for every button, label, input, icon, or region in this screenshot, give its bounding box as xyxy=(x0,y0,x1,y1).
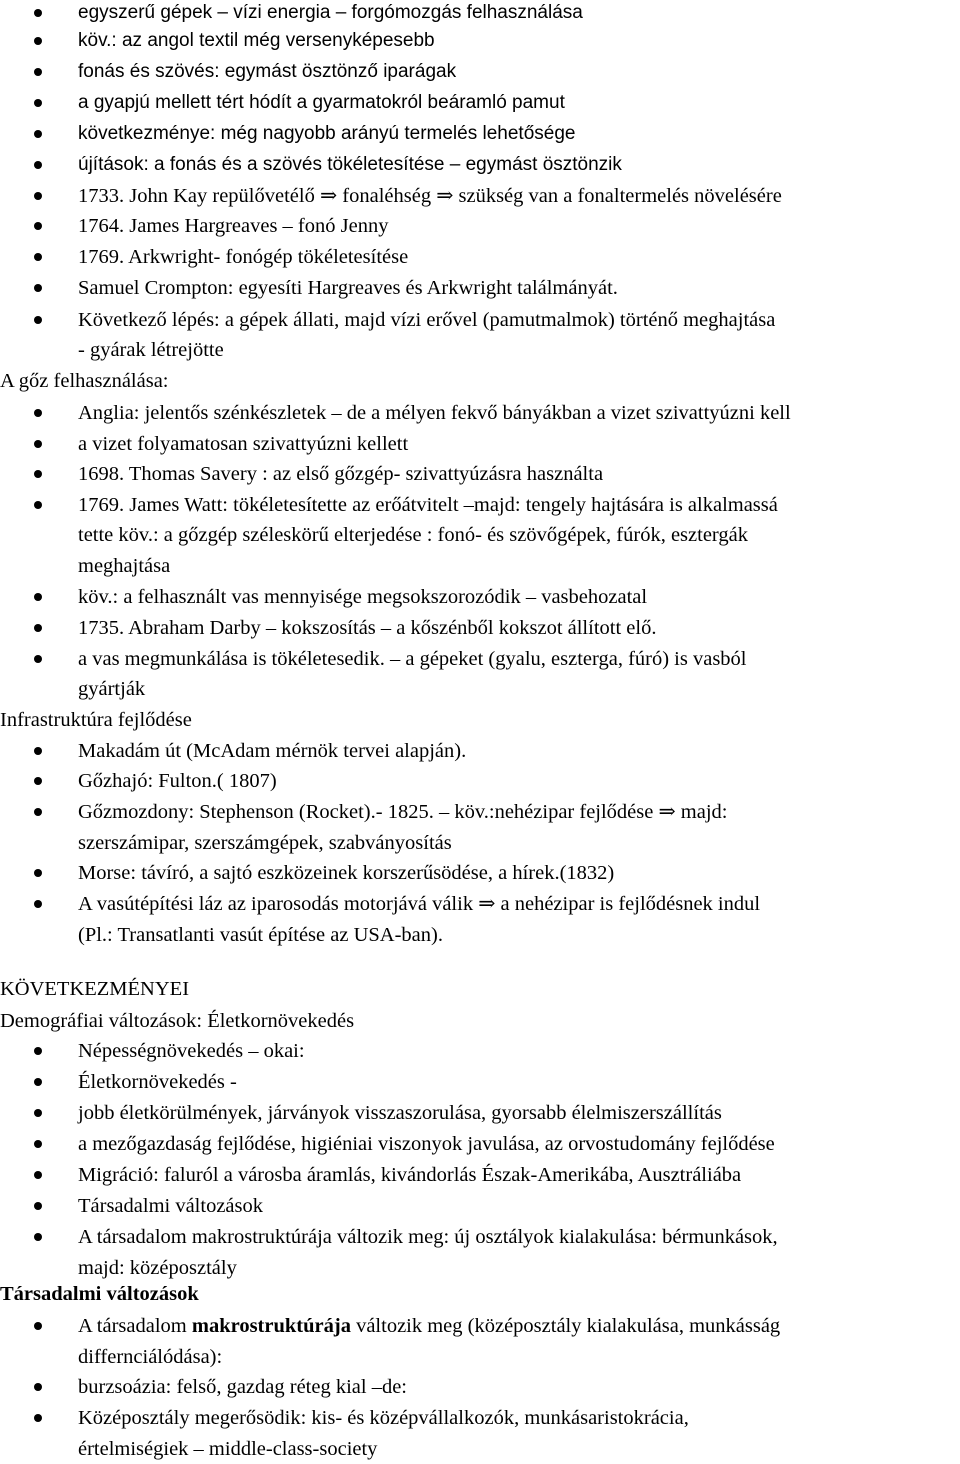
list-item xyxy=(0,307,960,333)
list-item xyxy=(0,891,960,917)
line-text xyxy=(78,1255,237,1281)
bullet-icon xyxy=(34,900,42,908)
line-text xyxy=(78,213,388,239)
section-heading xyxy=(0,707,960,733)
text-segment: egyszerű gépek – vízi energia – forgómozgás felhasználása xyxy=(78,2,583,23)
list-item xyxy=(0,431,960,457)
bullet-icon xyxy=(34,747,42,755)
line-text xyxy=(0,976,189,1002)
list-item xyxy=(0,1069,960,1095)
line-text xyxy=(78,584,647,610)
text-segment: a vas megmunkálása is tökéletesedik. – a gépeket (gyalu, eszterga, fúró) is vasból xyxy=(78,648,747,670)
bullet-icon xyxy=(34,192,42,200)
list-item xyxy=(0,584,960,610)
bullet-icon xyxy=(34,222,42,230)
line-text xyxy=(78,799,727,825)
list-item xyxy=(0,0,960,26)
text-segment: (Pl.: Transatlanti vasút építése az USA-ban). xyxy=(78,924,443,946)
list-item-continuation xyxy=(0,1255,960,1281)
line-text xyxy=(78,1313,780,1339)
text-segment: A társadalom xyxy=(78,1315,192,1337)
line-text xyxy=(78,522,748,548)
list-item-continuation xyxy=(0,522,960,548)
list-item-continuation xyxy=(0,337,960,363)
list-item-continuation xyxy=(0,830,960,856)
text-segment: Társadalmi változások xyxy=(78,1195,264,1217)
line-text xyxy=(0,1008,354,1034)
line-text xyxy=(78,1193,263,1219)
list-item-continuation xyxy=(0,922,960,948)
list-item xyxy=(0,860,960,886)
section-heading xyxy=(0,976,960,1002)
bullet-icon xyxy=(34,470,42,478)
line-text xyxy=(78,1038,305,1064)
line-text xyxy=(78,615,656,641)
text-segment: a vizet folyamatosan szivattyúzni kellett xyxy=(78,433,409,455)
text-segment: Demográfiai változások: Életkornövekedés xyxy=(0,1010,355,1032)
text-segment: Következő lépés: a gépek állati, majd vízi erővel (pamutmalmok) történő meghajtása xyxy=(78,309,776,331)
text-segment: újítások: a fonás és a szövés tökéletesítése – egymást ösztönzik xyxy=(78,154,622,175)
line-text xyxy=(78,152,622,178)
bullet-icon xyxy=(34,501,42,509)
line-text xyxy=(78,492,778,518)
list-item xyxy=(0,183,960,209)
list-item xyxy=(0,90,960,116)
text-segment: Középosztály megerősödik: kis- és középvállalkozók, munkásaristokrácia, xyxy=(78,1407,689,1429)
text-segment: A társadalom makrostruktúrája változik meg: új osztályok kialakulása: bérmunkások, xyxy=(78,1226,778,1248)
bullet-icon xyxy=(34,99,42,107)
line-text xyxy=(78,0,583,26)
list-item xyxy=(0,1374,960,1400)
text-segment: Infrastruktúra fejlődése xyxy=(0,709,192,731)
line-text xyxy=(78,121,575,147)
line-text xyxy=(78,400,791,426)
text-segment: Makadám út (McAdam mérnök tervei alapján). xyxy=(78,740,467,762)
bullet-icon xyxy=(34,869,42,877)
text-segment: - gyárak létrejötte xyxy=(78,339,224,361)
section-heading xyxy=(0,368,960,394)
text-segment: köv.: a felhasznált vas mennyisége megsokszorozódik – vasbehozatal xyxy=(78,586,648,608)
list-item xyxy=(0,1131,960,1157)
line-text xyxy=(78,1162,741,1188)
text-segment: 1735. Abraham Darby – kokszosítás – a kőszénből kokszot állított elő. xyxy=(78,617,657,639)
bullet-icon xyxy=(34,808,42,816)
line-text xyxy=(78,1100,722,1126)
list-item xyxy=(0,400,960,426)
line-text xyxy=(78,1131,775,1157)
text-segment: fonás és szövés: egymást ösztönző iparágak xyxy=(78,61,457,82)
list-item xyxy=(0,244,960,270)
text-segment: KÖVETKEZMÉNYEI xyxy=(0,978,190,1000)
text-segment: változik meg (középosztály kialakulása, munkásság xyxy=(350,1315,781,1337)
bullet-icon xyxy=(34,161,42,169)
text-segment: 1733. John Kay repülővetélő ⇒ fonaléhség ⇒ szükség van a fonaltermelés növelésére xyxy=(78,185,782,207)
list-item xyxy=(0,1405,960,1431)
line-text xyxy=(78,860,614,886)
bullet-icon xyxy=(34,1202,42,1210)
list-item xyxy=(0,799,960,825)
line-text xyxy=(78,431,408,457)
list-item xyxy=(0,213,960,239)
bold-text-segment: makrostruktúrája xyxy=(191,1315,351,1337)
bullet-icon xyxy=(34,1383,42,1391)
line-text xyxy=(78,1224,778,1250)
text-segment: 1769. Arkwright- fonógép tökéletesítése xyxy=(78,246,409,268)
line-text xyxy=(78,768,277,794)
bullet-icon xyxy=(34,440,42,448)
text-segment: Életkornövekedés - xyxy=(78,1071,237,1093)
list-item xyxy=(0,1162,960,1188)
list-item-continuation xyxy=(0,676,960,702)
line-text xyxy=(78,307,775,333)
line-text xyxy=(78,738,466,764)
text-segment: Gőzmozdony: Stephenson (Rocket).- 1825. – köv.:nehézipar fejlődése ⇒ majd: xyxy=(78,801,728,823)
text-segment: 1769. James Watt: tökéletesítette az erőátvitelt –majd: tengely hajtására is alkalmassá xyxy=(78,494,778,516)
list-item xyxy=(0,768,960,794)
text-segment: köv.: az angol textil még versenyképesebb xyxy=(78,30,435,51)
line-text xyxy=(78,646,747,672)
line-text xyxy=(78,1405,689,1431)
line-text xyxy=(78,1069,237,1095)
bullet-icon xyxy=(34,1109,42,1117)
section-heading xyxy=(0,1281,960,1307)
bullet-icon xyxy=(34,409,42,417)
text-segment: Migráció: faluról a városba áramlás, kivándorlás Észak-Amerikába, Ausztráliába xyxy=(78,1164,742,1186)
list-item xyxy=(0,1100,960,1126)
line-text xyxy=(78,28,435,54)
line-text xyxy=(78,676,145,702)
text-segment: A vasútépítési láz az iparosodás motorjává válik ⇒ a nehézipar is fejlődésnek indul xyxy=(78,893,761,915)
bullet-icon xyxy=(34,130,42,138)
text-segment: következménye: még nagyobb arányú termelés lehetősége xyxy=(78,123,576,144)
line-text xyxy=(78,830,452,856)
text-segment: gyártják xyxy=(78,678,146,700)
text-segment: Anglia: jelentős szénkészletek – de a mélyen fekvő bányákban a vizet szivattyúzni kell xyxy=(78,402,791,424)
line-text xyxy=(78,275,618,301)
bullet-icon xyxy=(34,284,42,292)
list-item xyxy=(0,275,960,301)
text-segment: jobb életkörülmények, járványok visszaszorulása, gyorsabb élelmiszerszállítás xyxy=(78,1102,722,1124)
list-item xyxy=(0,1193,960,1219)
line-text xyxy=(78,461,603,487)
line-text xyxy=(78,922,443,948)
list-item xyxy=(0,461,960,487)
bullet-icon xyxy=(34,1171,42,1179)
list-item xyxy=(0,1313,960,1339)
line-text xyxy=(78,891,760,917)
text-segment: szerszámipar, szerszámgépek, szabványosítás xyxy=(78,832,452,854)
bullet-icon xyxy=(34,1047,42,1055)
line-text xyxy=(78,90,565,116)
list-item xyxy=(0,738,960,764)
text-segment: Morse: távíró, a sajtó eszközeinek korszerűsödése, a hírek.(1832) xyxy=(78,862,615,884)
line-text xyxy=(78,1344,222,1370)
bullet-icon xyxy=(34,316,42,324)
text-segment: értelmiségiek – middle-class-society xyxy=(78,1438,378,1460)
bullet-icon xyxy=(34,593,42,601)
bullet-icon xyxy=(34,9,42,17)
text-segment: Társadalmi változások xyxy=(0,1283,199,1305)
bullet-icon xyxy=(34,68,42,76)
list-item-continuation xyxy=(0,1344,960,1370)
list-item-continuation xyxy=(0,553,960,579)
line-text xyxy=(78,59,456,85)
line-text xyxy=(0,368,168,394)
bullet-icon xyxy=(34,253,42,261)
line-text xyxy=(78,553,170,579)
list-item xyxy=(0,1224,960,1250)
text-segment: Gőzhajó: Fulton.( 1807) xyxy=(78,770,277,792)
line-text xyxy=(78,1374,407,1400)
bullet-icon xyxy=(34,1322,42,1330)
bullet-icon xyxy=(34,624,42,632)
bullet-icon xyxy=(34,1414,42,1422)
bullet-icon xyxy=(34,1078,42,1086)
list-item xyxy=(0,28,960,54)
list-item xyxy=(0,615,960,641)
text-segment: majd: középosztály xyxy=(78,1257,237,1279)
text-segment: 1698. Thomas Savery : az első gőzgép- szivattyúzásra használta xyxy=(78,463,604,485)
bullet-icon xyxy=(34,655,42,663)
line-text xyxy=(0,1281,199,1307)
line-text xyxy=(78,244,408,270)
list-item xyxy=(0,1038,960,1064)
bullet-icon xyxy=(34,1233,42,1241)
text-segment: 1764. James Hargreaves – fonó Jenny xyxy=(78,215,389,237)
text-segment: differnciálódása): xyxy=(78,1346,223,1368)
list-item-continuation xyxy=(0,1436,960,1462)
text-segment: a mezőgazdaság fejlődése, higiéniai viszonyok javulása, az orvostudomány fejlődése xyxy=(78,1133,775,1155)
list-item xyxy=(0,121,960,147)
bullet-icon xyxy=(34,1140,42,1148)
list-item xyxy=(0,646,960,672)
list-item xyxy=(0,492,960,518)
line-text xyxy=(78,337,224,363)
text-segment: tette köv.: a gőzgép széleskörű elterjedése : fonó- és szövőgépek, fúrók, esztergák xyxy=(78,524,748,546)
text-segment: burzsoázia: felső, gazdag réteg kial –de: xyxy=(78,1376,407,1398)
text-segment: Népességnövekedés – okai: xyxy=(78,1040,305,1062)
text-segment: Samuel Crompton: egyesíti Hargreaves és Arkwright találmányát. xyxy=(78,277,618,299)
list-item xyxy=(0,152,960,178)
section-heading xyxy=(0,1008,960,1034)
text-segment: meghajtása xyxy=(78,555,171,577)
line-text xyxy=(78,1436,377,1462)
list-item xyxy=(0,59,960,85)
bullet-icon xyxy=(34,37,42,45)
line-text xyxy=(0,707,192,733)
bullet-icon xyxy=(34,777,42,785)
text-segment: A gőz felhasználása: xyxy=(0,370,169,392)
line-text xyxy=(78,183,782,209)
text-segment: a gyapjú mellett tért hódít a gyarmatokról beáramló pamut xyxy=(78,92,565,113)
